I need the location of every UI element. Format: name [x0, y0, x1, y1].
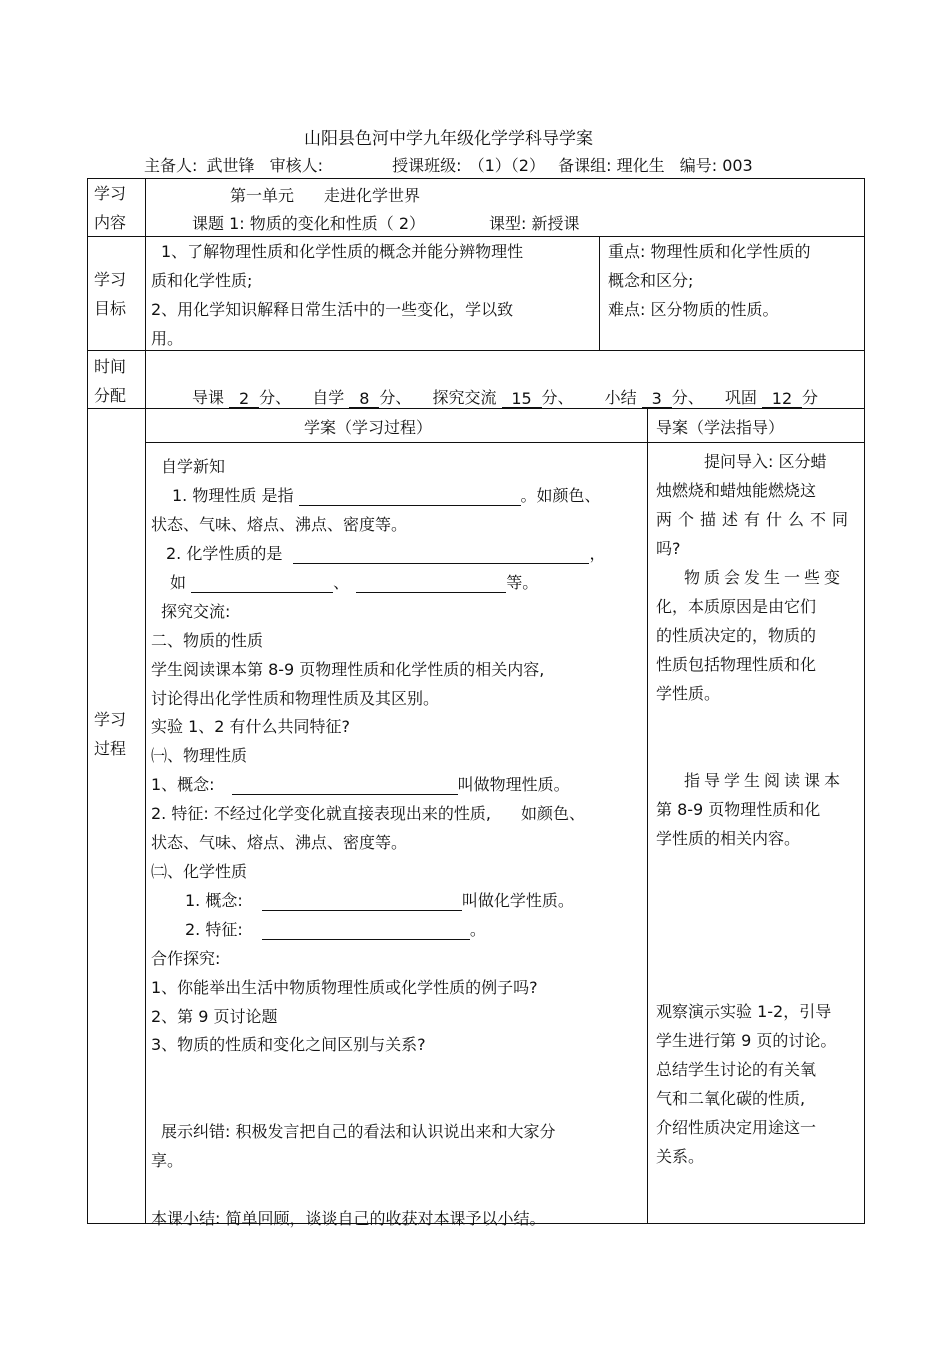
chem-concept: 1. 概念: 叫做化学性质。 [185, 891, 574, 910]
coop-3: 3、物质的性质和变化之间区别与关系? [151, 1035, 426, 1054]
focus: 重点: 物理性质和化学性质的 概念和区分; 难点: 区分物质的性质。 [608, 242, 811, 319]
page-title: 山阳县色河中学九年级化学学科导学案 [304, 129, 593, 149]
preparer-label: 主备人: [144, 156, 198, 175]
class-label: 授课班级: [392, 156, 462, 175]
topic: 课题 1: 物质的变化和性质（ 2） 课型: 新授课 [192, 214, 580, 233]
col-left-header: 学案（学习过程） [304, 418, 433, 437]
exp: 实验 1、2 有什么共同特征? [151, 717, 351, 736]
guide-1: 提问导入: 区分蜡 烛燃烧和蜡烛能燃烧这 两个描述有什么不同 吗? [656, 452, 855, 558]
group: 理化生 [616, 156, 665, 175]
label-process: 学习 过程 [94, 710, 127, 758]
group-label: 备课组: [558, 156, 612, 175]
phys-concept: 1、概念: 叫做物理性质。 [151, 775, 570, 794]
chem-feature: 2. 特征: 。 [185, 920, 486, 939]
sec2: 二、物质的性质 [151, 631, 264, 650]
coop: 合作探究: [151, 949, 221, 968]
unit: 第一单元 走进化学世界 [230, 186, 421, 205]
preparer: 武世锋 [206, 156, 255, 175]
show-1: 展示纠错: 积极发言把自己的看法和认识说出来和大家分 [161, 1122, 556, 1141]
q2: 2. 化学性质的是 ， [166, 544, 606, 563]
reviewer-label: 审核人: [269, 156, 324, 175]
guide-4: 观察演示实验 1-2，引导 学生进行第 9 页的讨论。 总结学生讨论的有关氧 气和二氧化碳的性质, 介绍性质决定用途这一 关系。 [656, 1002, 837, 1166]
read1: 学生阅读课本第 8-9 页物理性质和化学性质的相关内容, [151, 660, 545, 679]
label-time: 时间 分配 [94, 357, 127, 405]
coop-1: 1、你能举出生活中物质物理性质或化学性质的例子吗? [151, 978, 538, 997]
read2: 讨论得出化学性质和物理性质及其区别。 [151, 689, 440, 708]
number-label: 编号: [679, 156, 718, 175]
chem-title: ㈡、化学性质 [151, 862, 248, 881]
number: 003 [722, 156, 753, 175]
self-study: 自学新知 [161, 457, 226, 476]
col-right-header: 导案（学法指导） [656, 418, 785, 437]
summary: 本课小结: 简单回顾，谈谈自己的收获对本课予以小结。 [151, 1209, 546, 1228]
show-2: 享。 [151, 1151, 184, 1170]
guide-3: 指导学生阅读课本 第 8-9 页物理性质和化 学性质的相关内容。 [656, 771, 845, 848]
class: （1）（2） [468, 156, 545, 175]
time-allocation: 导课 2 分、 自学 8 分、 探究交流 15 分、 小结 3 分、 巩固 12 分 [192, 388, 818, 408]
label-goals: 学习 目标 [94, 270, 127, 318]
q1: 1. 物理性质 是指 。如颜色、 [172, 486, 601, 505]
meta-line [144, 153, 753, 176]
phys-feature: 2. 特征: 不经过化学变化就直接表现出来的性质, 如颜色、 [151, 804, 585, 823]
phys-title: ㈠、物理性质 [151, 746, 248, 765]
guide-2: 物质会发生一些变 化，本质原因是由它们 的性质决定的，物质的 性质包括物理性质和化 学性质。 [656, 568, 845, 703]
label-content: 学习 内容 [94, 184, 127, 232]
q1-cont: 状态、气味、熔点、沸点、密度等。 [151, 515, 408, 534]
goals: 1、了解物理性质和化学性质的概念并能分辨物理性 质和化学性质; 2、用化学知识解释日常生活中的一些变化，学以致 用。 [151, 242, 524, 348]
explore: 探究交流: [161, 602, 231, 621]
q2-cont: 如 、 等。 [170, 573, 539, 592]
coop-2: 2、第 9 页讨论题 [151, 1007, 278, 1026]
phys-feature-cont: 状态、气味、熔点、沸点、密度等。 [151, 833, 408, 852]
